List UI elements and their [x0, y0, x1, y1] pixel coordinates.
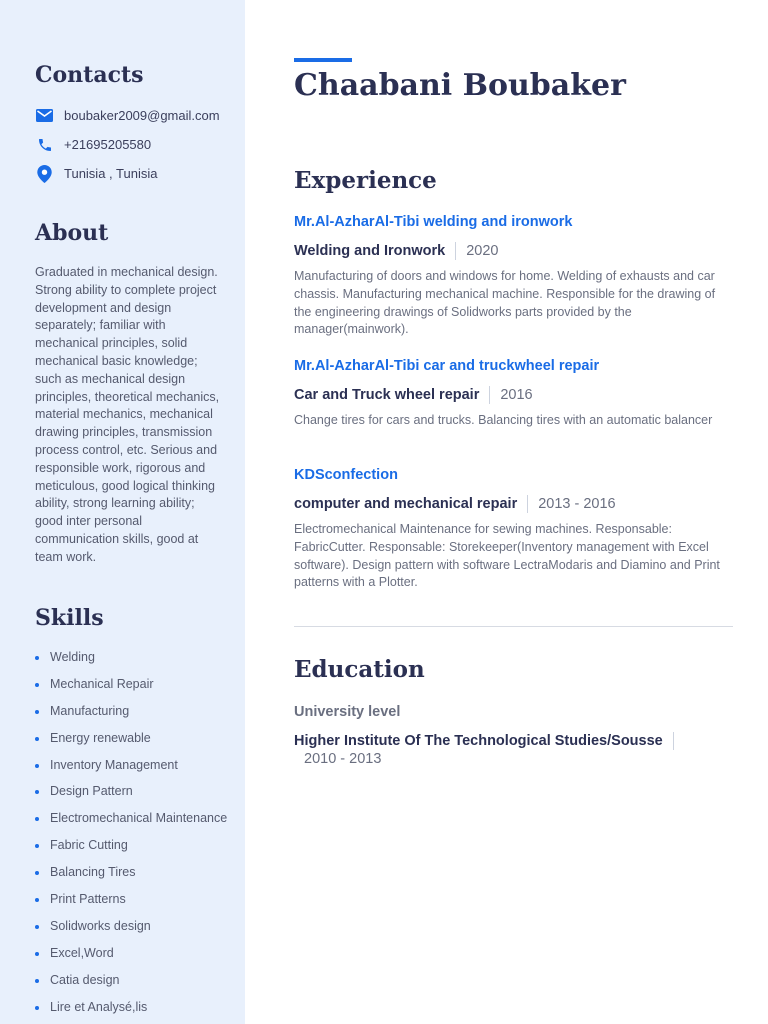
location-text: Tunisia , Tunisia: [64, 166, 158, 181]
skills-list: [35, 649, 235, 1024]
description: Change tires for cars and trucks. Balancing tires with an automatic balancer: [294, 413, 713, 427]
school-name: Higher Institute Of The Technological Studies/Sousse: [294, 732, 663, 749]
role-title: Welding and Ironwork: [294, 243, 446, 259]
bullet-icon: [35, 737, 39, 741]
person-name: Chaabani Boubaker: [294, 68, 626, 103]
skill-item: Balancing Tires: [35, 864, 235, 882]
description: Manufacturing of doors and windows for home. Welding of exhausts and car chassis. Manufacturing mechanical machine. Responsible for the drawing of the engineering drawings of Solidworks parts provided by the manager(mainwork).: [294, 269, 716, 337]
separator: [673, 732, 674, 750]
about-text: Graduated in mechanical design. Strong ability to complete project development and design separately; familiar with mechanical principles, solid mechanical basic knowledge; such as mechanical design principles, theoretical mechanics, material mechanics, mechanical drawing principles, transmission process control, etc. Serious and responsible work, rigorous and meticulous, good logical thinking ability, strong learning ability; good inter personal communication skills, good at team work.: [35, 265, 220, 564]
bullet-icon: [35, 790, 39, 794]
skill-item: Energy renewable: [35, 730, 235, 748]
accent-bar: [294, 58, 352, 62]
bullet-icon: [35, 683, 39, 687]
skill-item: Welding: [35, 649, 235, 667]
skill-item: Fabric Cutting: [35, 837, 235, 855]
skill-item: Design Pattern: [35, 783, 235, 801]
contact-location: [35, 164, 157, 183]
experience-heading: Experience: [294, 167, 437, 194]
contact-phone[interactable]: [35, 135, 151, 154]
separator: [489, 386, 490, 404]
bullet-icon: [35, 898, 39, 902]
role-line: [294, 242, 734, 260]
bullet-icon: [35, 844, 39, 848]
bullet-icon: [35, 1006, 39, 1010]
location-pin-icon: [35, 164, 54, 183]
bullet-icon: [35, 817, 39, 821]
skill-item: Solidworks design: [35, 918, 235, 936]
mail-icon: [35, 106, 54, 125]
role-line: [294, 386, 734, 404]
skill-item: Mechanical Repair: [35, 676, 235, 694]
skill-item: Electromechanical Maintenance: [35, 810, 235, 828]
contacts-heading: Contacts: [35, 62, 144, 88]
separator: [527, 495, 528, 513]
role-title: Car and Truck wheel repair: [294, 387, 480, 403]
role-title: computer and mechanical repair: [294, 496, 518, 512]
education-years: 2010 - 2013: [304, 751, 382, 767]
experience-item: [294, 214, 734, 339]
section-divider: [294, 626, 733, 627]
skill-item: Manufacturing: [35, 703, 235, 721]
skill-item: Catia design: [35, 972, 235, 990]
main-content: [245, 0, 768, 1024]
skills-heading: Skills: [35, 605, 104, 631]
company-name: KDSconfection: [294, 467, 398, 483]
bullet-icon: [35, 764, 39, 768]
period: 2020: [466, 243, 499, 259]
company-name: Mr.Al-AzharAl-Tibi car and truckwheel repair: [294, 358, 600, 374]
period: 2013 - 2016: [538, 496, 616, 512]
separator: [455, 242, 456, 260]
skill-item: Inventory Management: [35, 757, 235, 775]
education-heading: Education: [294, 656, 425, 683]
skill-item: Print Patterns: [35, 891, 235, 909]
company-name: Mr.Al-AzharAl-Tibi welding and ironwork: [294, 214, 573, 230]
email-text: boubaker2009@gmail.com: [64, 108, 220, 123]
bullet-icon: [35, 925, 39, 929]
about-heading: About: [35, 220, 109, 246]
bullet-icon: [35, 979, 39, 983]
education-entry: [294, 732, 734, 767]
phone-text: +21695205580: [64, 137, 152, 152]
period: 2016: [500, 387, 533, 403]
bullet-icon: [35, 871, 39, 875]
bullet-icon: [35, 710, 39, 714]
skill-item: Excel,Word: [35, 945, 235, 963]
description: Electromechanical Maintenance for sewing machines. Responsable: FabricCutter. Responsable: Storekeeper(Inventory management with Excel software). Design pattern with software LectraModaris and Diamino and Print patterns with a Plotter.: [294, 522, 720, 590]
role-line: [294, 495, 734, 513]
contact-email[interactable]: [35, 106, 220, 125]
education-level: University level: [294, 704, 401, 720]
bullet-icon: [35, 952, 39, 956]
sidebar: [0, 0, 245, 1024]
skill-item: Lire et Analysé,lis: [35, 999, 235, 1017]
bullet-icon: [35, 656, 39, 660]
experience-item: [294, 467, 734, 592]
phone-icon: [35, 135, 54, 154]
experience-item: [294, 358, 734, 430]
